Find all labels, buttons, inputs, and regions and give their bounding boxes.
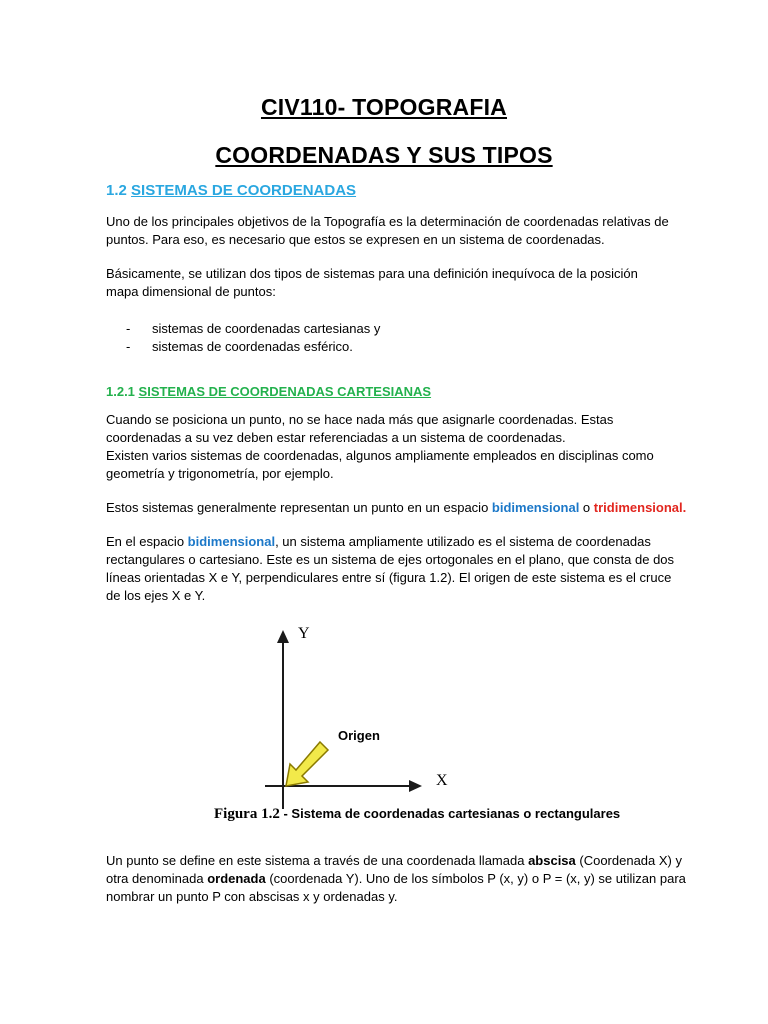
- paragraph-point-definition: [106, 852, 686, 906]
- text-run: (coordenada Y). Uno de los símbolos P (x, y) o P = (x, y) se utilizan para: [265, 871, 686, 886]
- caption-text: Sistema de coordenadas cartesianas o rectangulares: [291, 806, 621, 821]
- document-title: CIV110- TOPOGRAFIA: [260, 94, 507, 120]
- list-item-text: sistemas de coordenadas esférico.: [152, 339, 353, 354]
- y-axis-arrowhead: [277, 630, 289, 643]
- paragraph-line: Uno de los principales objetivos de la Topografía es la determinación de coordenadas relativas de: [106, 214, 669, 229]
- paragraph-line: líneas orientadas X e Y, perpendiculares entre sí (figura 1.2). El origen de este sistema es el cruce: [106, 570, 672, 585]
- section-heading: [106, 182, 356, 199]
- axes-diagram: [200, 615, 620, 830]
- term-ordenada: ordenada: [207, 871, 266, 886]
- paragraph-line: nombrar un punto P con abscisas x y ordenadas y.: [106, 889, 398, 904]
- section-number: 1.2: [106, 182, 132, 199]
- list-bullet: -: [126, 321, 131, 336]
- term-bidimensional: bidimensional: [491, 500, 580, 515]
- text-run: Estos sistemas generalmente representan un punto en un espacio: [106, 500, 492, 515]
- y-axis-label: Y: [298, 625, 310, 642]
- paragraph-types: [106, 265, 666, 301]
- paragraph-line: de los ejes X e Y.: [106, 588, 206, 603]
- paragraph-line: puntos. Para eso, es necesario que estos se expresen en un sistema de coordenadas.: [106, 232, 605, 247]
- paragraph-line: [106, 499, 687, 517]
- paragraph-line: Existen varios sistemas de coordenadas, algunos ampliamente empleados en disciplinas como: [106, 448, 654, 463]
- list-item: [126, 338, 380, 356]
- term-tridimensional: tridimensional.: [593, 500, 687, 515]
- text-run: , un sistema ampliamente utilizado es el sistema de coordenadas: [275, 534, 651, 549]
- text-run: o: [579, 500, 594, 515]
- paragraph-intro: [106, 213, 669, 249]
- origin-pointer-arrow: [286, 742, 328, 786]
- paragraph-line: coordenadas a su vez deben estar referenciadas a un sistema de coordenadas.: [106, 430, 566, 445]
- figure-number: Figura 1.2: [214, 806, 280, 822]
- paragraph-line: Cuando se posiciona un punto, no se hace nada más que asignarle coordenadas. Estas: [106, 412, 614, 427]
- paragraph-line: mapa dimensional de puntos:: [106, 284, 276, 299]
- paragraph-line: Básicamente, se utilizan dos tipos de sistemas para una definición inequívoca de la posición: [106, 266, 638, 281]
- paragraph-line: [106, 870, 686, 888]
- paragraph-line: rectangulares o cartesiano. Este es un sistema de ejes ortogonales en el plano, que consta de dos: [106, 552, 675, 567]
- paragraph-line: geometría y trigonometría, por ejemplo.: [106, 466, 334, 481]
- list-item: [126, 320, 380, 338]
- list-bullet: -: [126, 339, 131, 354]
- origin-label: Origen: [338, 728, 380, 743]
- paragraph-dimensions: [106, 499, 687, 517]
- term-bidimensional: bidimensional: [187, 534, 276, 549]
- caption-separator: -: [279, 806, 292, 821]
- paragraph-positioning: [106, 411, 666, 483]
- x-axis-label: X: [436, 772, 448, 789]
- term-abscisa: abscisa: [528, 853, 576, 868]
- paragraph-cartesian: [106, 533, 675, 605]
- subsection-heading: [106, 384, 431, 399]
- paragraph-line: [106, 533, 666, 551]
- document-subtitle: COORDENADAS Y SUS TIPOS: [215, 142, 553, 168]
- text-run: (Coordenada X) y: [575, 853, 682, 868]
- coordinate-types-list: [126, 320, 380, 356]
- figure-cartesian-axes: [200, 615, 620, 830]
- subsection-number: 1.2.1: [106, 384, 139, 399]
- paragraph-line: [106, 852, 682, 870]
- text-run: Un punto se define en este sistema a través de una coordenada llamada: [106, 853, 529, 868]
- text-run: En el espacio: [106, 534, 188, 549]
- subsection-title-link[interactable]: SISTEMAS DE COORDENADAS CARTESIANAS: [138, 384, 432, 399]
- figure-caption: [214, 805, 620, 823]
- x-axis-arrowhead: [409, 780, 422, 792]
- section-title-link[interactable]: SISTEMAS DE COORDENADAS: [131, 182, 357, 199]
- text-run: otra denominada: [106, 871, 208, 886]
- list-item-text: sistemas de coordenadas cartesianas y: [152, 321, 381, 336]
